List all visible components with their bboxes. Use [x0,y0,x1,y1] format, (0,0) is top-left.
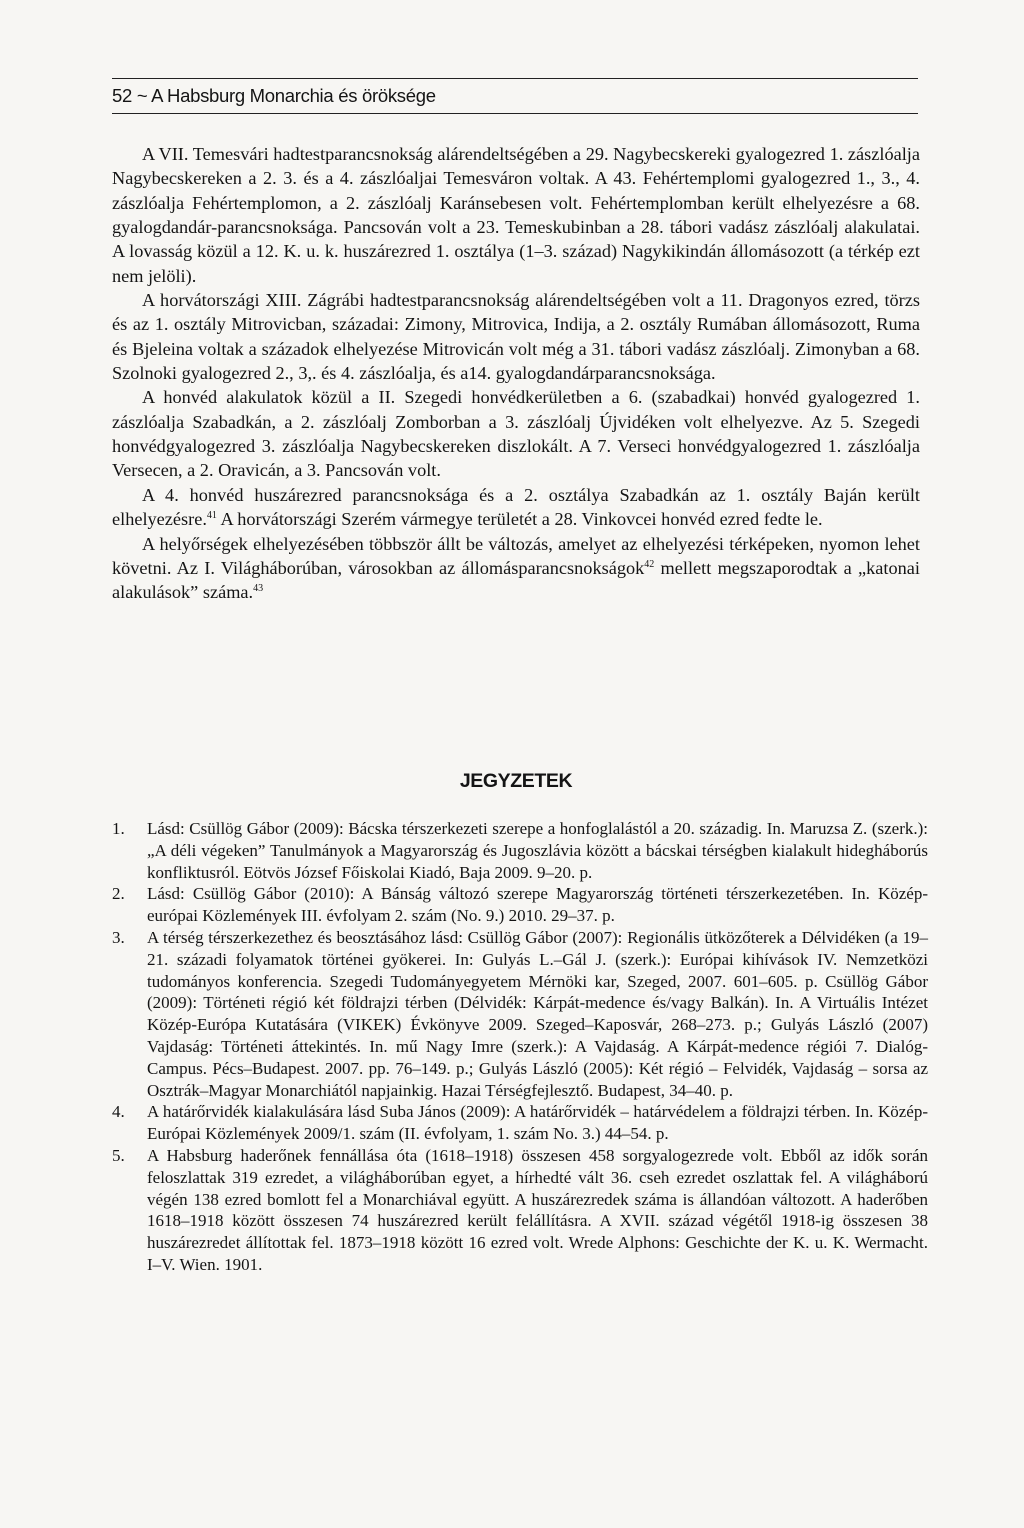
page-number: 52 [112,85,132,106]
note-text: Lásd: Csüllög Gábor (2010): A Bánság változó szerepe Magyarország történeti térszerkezetében. In. Közép-európai Közlemények III. évfolyam 2. szám (No. 9.) 2010. 29–37. p. [147,884,928,926]
running-header [112,78,918,114]
body-paragraph: A helyőrségek elhelyezésében többször állt be változás, amelyet az elhelyezési térképeken, nyomon lehet követni. Az I. Világháborúban, városokban az állomásparancsnokságok$^{42}$ mellett megszaporodtak a „katonai alakulások” száma.$^{43}$ [112,533,920,603]
body-paragraph: A VII. Temesvári hadtestparancsnokság alárendeltségében a 29. Nagybecskereki gyalogezred 1. zászlóalja Nagybecskereken a 2. 3. és a 4. zászlóaljai Temesváron voltak. A 43. Fehértemplomi gyalogezred 1., 3., 4. zászlóalja Fehértemplomon, a 2. zászlóalj Karánsebesen volt. Fehértemplomban került elhelyezésre a 68. gyalogdandár-parancsnoksága. Pancsován volt a 23. Temeskubinban a 28. tábori vadász zászlóalj alakulatai. A lovasság közül a 12. K. u. k. huszárezred 1. osztálya (1–3. század) Nagykikindán állomásozott (a térkép ezt nem jelöli). [112,144,920,286]
footnote-ref[interactable]: 42 [644,558,655,570]
notes-list [112,818,928,1276]
note-number: 5. [112,1145,125,1165]
note-number: 3. [112,927,125,947]
note-item [112,818,928,883]
note-number: 4. [112,1102,125,1122]
note-text: A térség térszerkezethez és beosztásához lásd: Csüllög Gábor (2007): Regionális ütközőterek a Délvidéken (a 19–21. századi folyamatok történei gyökerei. In: Gulyás L.–Gál J. (szerk.): Európai kihívások IV. Nemzetközi tudományos konferencia. Szegedi Tudományegyetem Mérnöki kar, Szeged, 2007. 601–605. p. Csüllög Gábor (2009): Történeti régió két földrajzi térben (Délvidék: Kárpát-medence és/vagy Balkán). In. A Virtuális Intézet Közép-Európa Kutatására (VIKEK) Évkönyve 2009. Szeged–Kaposvár, 268–273. p.; Gulyás László (2007) Vajdaság: Történeti áttekintés. In. mű Nagy Imre (szerk.): A Vajdaság. A Kárpát-medence régiói 7. Dialóg-Campus. Pécs–Budapest. 2007. pp. 76–149. p.; Gulyás László (2005): Két régió – Felvidék, Vajdaság – sorsa az Osztrák–Magyar Monarchiától napjainkig. Hazai Térségfejlesztő. Budapest, 34–40. p. [147,927,928,1100]
note-text: A Habsburg haderőnek fennállása óta (1618–1918) összesen 458 sorgyalogezrede volt. Ebből az idők során feloszlattak 319 ezredet, a világháborúban egyet, a hírhedté vált 36. cseh ezredet oszlattak fel. A világháború végén 138 ezred bomlott fel a Monarchiával együtt. A huszárezredek száma is állandóan változott. A haderőben 1618–1918 között összesen 74 huszárezred került felállításra. A XVII. század végétől 1918-ig összesen 38 huszárezredet állítottak fel. 1873–1918 között 16 ezred volt. Wrede Alphons: Geschichte der K. u. K. Wermacht. I–V. Wien. 1901. [147,1145,928,1274]
body-paragraph: A 4. honvéd huszárezred parancsnoksága és a 2. osztálya Szabadkán az 1. osztály Baján került elhelyezésre.$^{41}$ A horvátországi Szerém vármegye területét a 28. Vinkovcei honvéd ezred fedte le. [112,484,920,530]
body-paragraph: A honvéd alakulatok közül a II. Szegedi honvédkerületben a 6. (szabadkai) honvéd gyalogezred 1. zászlóalja Szabadkán, a 2. zászlóalj Zomborban a 3. zászlóalj Újvidéken volt elhelyezve. Az 5. Szegedi honvédgyalogezred 3. zászlóalja Nagybecskereken diszlokált. A 7. Verseci honvédgyalogezred 1. zászlóalja Versecen, a 2. Oravicán, a 3. Pancsován volt. [112,387,920,481]
footnote-ref[interactable]: 43 [253,583,264,595]
body-text [112,142,920,605]
note-item [112,927,928,1101]
running-title: A Habsburg Monarchia és öröksége [151,85,436,106]
note-number: 1. [112,819,125,838]
header-separator: ~ [136,85,148,106]
notes-heading: JEGYZETEK [459,770,573,792]
note-number: 2. [112,884,125,904]
body-paragraph: A horvátországi XIII. Zágrábi hadtestparancsnokság alárendeltségében volt a 11. Dragonyos ezred, törzs és az 1. osztály Mitrovicban, századai: Zimony, Mitrovica, Indija, a 2. osztály Rumában állomásozott, Ruma és Bjeleina voltak a századok elhelyezése Mitrovicán volt még a 31. tábori vadász zászlóalj. Zimonyban a 68. Szolnoki gyalogezred 2., 3,. és 4. zászlóalja, és a14. gyalogdandárparancsnoksága. [112,290,920,384]
note-text: Lásd: Csüllög Gábor (2009): Bácska térszerkezeti szerepe a honfoglalástól a 20. századig. In. Maruzsa Z. (szerk.): „A déli végeken” Tanulmányok a Magyarország és Jugoszlávia között a bácskai térségben kialakult hidegháborús konfliktusról. Eötvös József Főiskolai Kiadó, Baja 2009. 9–20. p. [147,819,928,882]
note-item [112,1145,928,1276]
footnote-ref[interactable]: 41 [206,510,217,522]
note-text: A határőrvidék kialakulására lásd Suba János (2009): A határőrvidék – határvédelem a földrajzi térben. In. Közép-Európai Közlemények 2009/1. szám (II. évfolyam, 1. szám No. 3.) 44–54. p. [147,1102,928,1144]
note-item [112,883,928,927]
note-item [112,1101,928,1145]
